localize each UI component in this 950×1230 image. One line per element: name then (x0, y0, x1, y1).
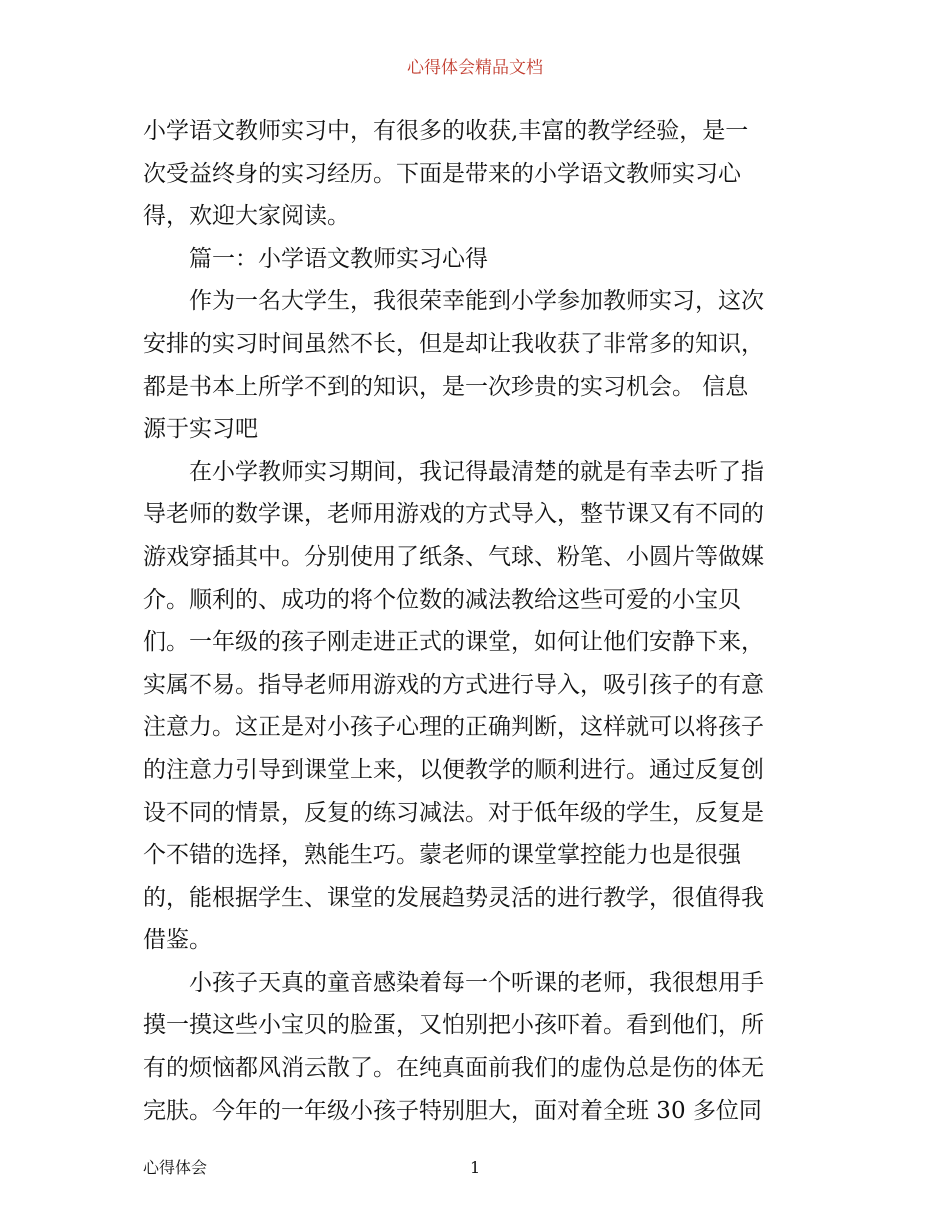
body-line: 的，能根据学生、课堂的发展趋势灵活的进行教学，很值得我 (143, 884, 764, 911)
body-line: 安排的实习时间虽然不长，但是却让我收获了非常多的知识， (143, 330, 764, 357)
body-line: 得，欢迎大家阅读。 (143, 203, 350, 230)
body-line: 游戏穿插其中。分别使用了纸条、气球、粉笔、小圆片等做媒 (143, 543, 764, 570)
body-line: 借鉴。 (143, 927, 212, 954)
body-line: 都是书本上所学不到的知识，是一次珍贵的实习机会。 信息 (143, 373, 749, 400)
body-line: 设不同的情景，反复的练习减法。对于低年级的学生，反复是 (143, 799, 764, 826)
body-line: 有的烦恼都风消云散了。在纯真面前我们的虚伪总是伤的体无 (143, 1055, 764, 1082)
page-number: 1 (470, 1158, 481, 1177)
page-header-title: 心得体会精品文档 (407, 58, 543, 78)
body-line: 实属不易。指导老师用游戏的方式进行导入，吸引孩子的有意 (143, 671, 764, 698)
body-line: 们。一年级的孩子刚走进正式的课堂，如何让他们安静下来， (143, 629, 764, 656)
body-line: 小学语文教师实习中，有很多的收获,丰富的教学经验，是一 (143, 118, 749, 144)
body-line: 源于实习吧 (143, 416, 258, 443)
page-footer (0, 1156, 950, 1180)
body-line: 小孩子天真的童音感染着每一个听课的老师，我很想用手 (189, 969, 764, 996)
body-line: 在小学教师实习期间，我记得最清楚的就是有幸去听了指 (189, 458, 764, 485)
body-line: 介。顺利的、成功的将个位数的减法教给这些可爱的小宝贝 (143, 586, 741, 613)
body-line: 个不错的选择，熟能生巧。蒙老师的课堂掌控能力也是很强 (143, 842, 741, 869)
section-heading: 篇一：小学语文教师实习心得 (189, 245, 488, 272)
document-body (143, 110, 811, 1132)
body-line: 作为一名大学生，我很荣幸能到小学参加教师实习，这次 (189, 288, 764, 315)
body-line: 的注意力引导到课堂上来，以便教学的顺利进行。通过反复创 (143, 756, 764, 783)
footer-label: 心得体会 (143, 1158, 208, 1177)
body-line: 注意力。这正是对小孩子心理的正确判断，这样就可以将孩子 (143, 714, 764, 741)
body-line: 摸一摸这些小宝贝的脸蛋，又怕别把小孩吓着。看到他们，所 (143, 1012, 764, 1039)
body-line: 完肤。今年的一年级小孩子特别胆大，面对着全班 30 多位同 (143, 1097, 762, 1124)
body-line: 导老师的数学课，老师用游戏的方式导入，整节课又有不同的 (143, 501, 764, 528)
body-line: 次受益终身的实习经历。下面是带来的小学语文教师实习心 (143, 160, 741, 187)
